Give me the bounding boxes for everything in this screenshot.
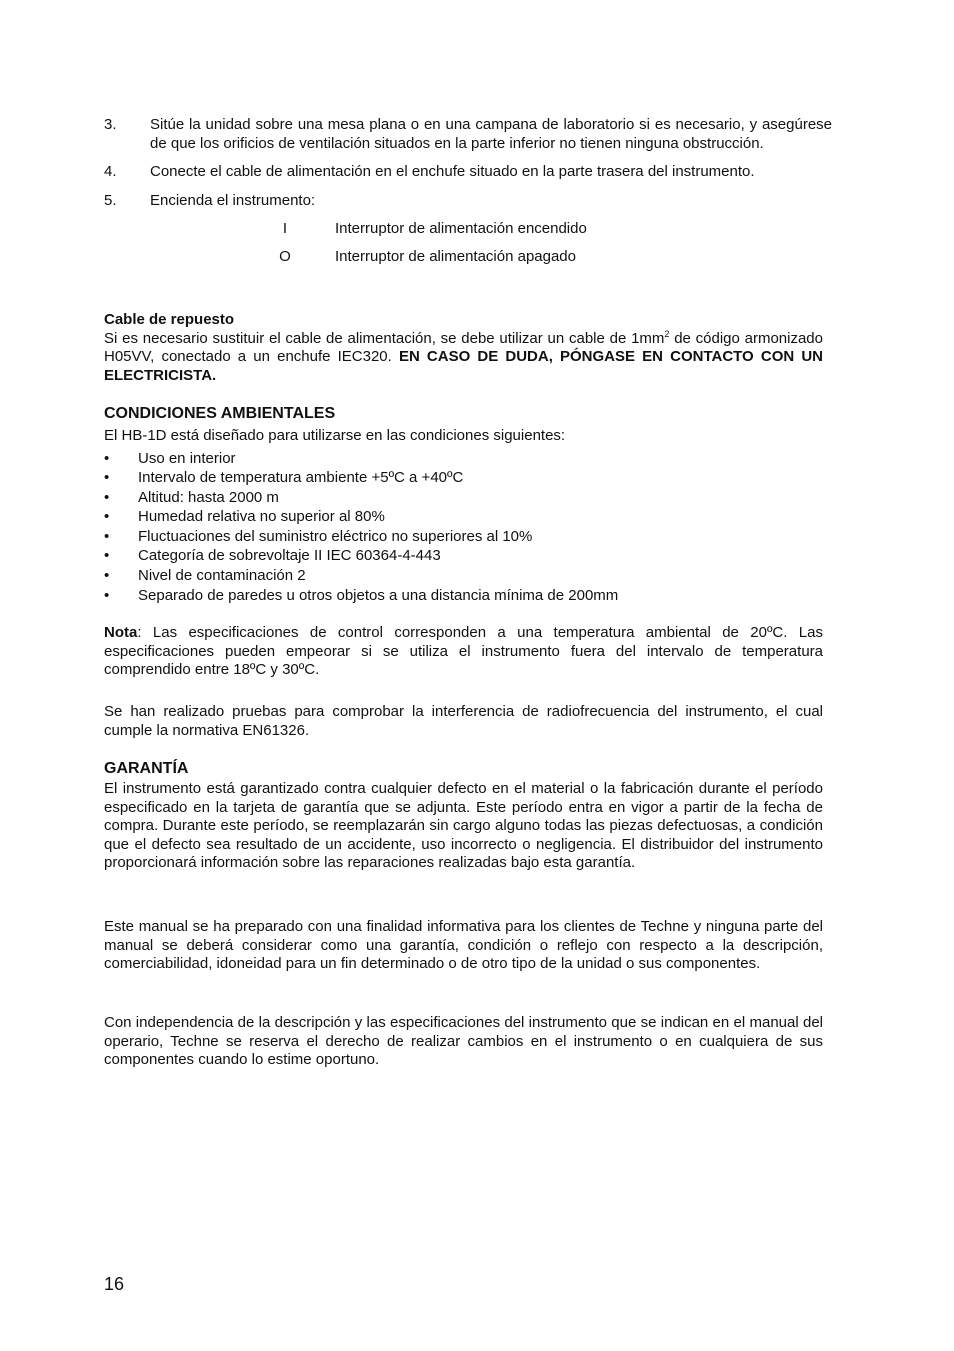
step-5 bbox=[104, 192, 832, 211]
environment-section bbox=[104, 404, 823, 605]
disclaimer-paragraph bbox=[104, 918, 823, 974]
changes-paragraph bbox=[104, 1014, 823, 1070]
list-item: • Fluctuaciones del suministro eléctrico no superiores al 10% bbox=[104, 527, 533, 545]
step-number: 3. bbox=[104, 116, 117, 133]
replacement-cable-section bbox=[104, 311, 823, 385]
bullet: • bbox=[104, 586, 110, 604]
cable-superscript: 2 bbox=[664, 328, 670, 339]
switch-off-row bbox=[104, 248, 832, 276]
bullet: • bbox=[104, 469, 110, 487]
switch-on-symbol: I bbox=[282, 220, 288, 237]
list-item: • Categoría de sobrevoltaje II IEC 60364-4-443 bbox=[104, 547, 441, 565]
cable-text bbox=[104, 330, 823, 386]
setup-steps bbox=[104, 116, 832, 276]
cable-text-before: Si es necesario sustituir el cable de alimentación, se debe utilizar un cable de 1mm bbox=[104, 329, 665, 347]
note-paragraph bbox=[104, 624, 823, 680]
rf-paragraph bbox=[104, 703, 823, 740]
note-label: Nota bbox=[104, 624, 138, 641]
environment-list bbox=[104, 449, 823, 606]
step-4 bbox=[104, 163, 832, 182]
switch-off-label: Interruptor de alimentación apagado bbox=[335, 248, 576, 265]
switch-on-label: Interruptor de alimentación encendido bbox=[335, 220, 587, 237]
bullet: • bbox=[104, 527, 110, 545]
warranty-paragraph-3: Con independencia de la descripción y las especificaciones del instrumento que se indican en el manual del operario, Techne se reserva el derecho de realizar cambios en el instrumento o en cualquiera de sus componentes cuando lo estime oportuno. bbox=[104, 1014, 823, 1068]
switch-on-row bbox=[104, 220, 832, 248]
environment-intro: El HB-1D está diseñado para utilizarse en las condiciones siguientes: bbox=[104, 427, 566, 444]
step-text: Conecte el cable de alimentación en el enchufe situado en la parte trasera del instrumento. bbox=[150, 163, 755, 180]
list-item: • Uso en interior bbox=[104, 449, 236, 467]
list-item: • Nivel de contaminación 2 bbox=[104, 567, 306, 585]
bullet: • bbox=[104, 449, 110, 467]
list-item: • Altitud: hasta 2000 m bbox=[104, 488, 279, 506]
rf-text: Se han realizado pruebas para comprobar la interferencia de radiofrecuencia del instrumento, el cual cumple la normativa EN61326. bbox=[104, 703, 823, 739]
bullet: • bbox=[104, 508, 110, 526]
bullet: • bbox=[104, 567, 110, 585]
step-text: Encienda el instrumento: bbox=[150, 191, 316, 209]
list-item: • Intervalo de temperatura ambiente +5ºC a +40ºC bbox=[104, 469, 464, 487]
step-number: 5. bbox=[104, 191, 117, 209]
warranty-heading: GARANTÍA bbox=[104, 760, 189, 777]
bullet: • bbox=[104, 488, 110, 506]
cable-text-after: de código armonizado H05VV, conectado a un enchufe IEC320. bbox=[104, 329, 823, 365]
cable-title: Cable de repuesto bbox=[104, 311, 235, 328]
step-text: Sitúe la unidad sobre una mesa plana o en una campana de laboratorio si es necesario, y asegúrese de que los orificios de ventilación situados en la parte inferior no tienen ninguna obstrucción. bbox=[150, 116, 832, 152]
note-text: : Las especificaciones de control corresponden a una temperatura ambiental de 20ºC. Las especificaciones pueden empeorar si se utiliza el instrumento fuera del intervalo de temperatura comprendido entre 18ºC y 30ºC. bbox=[104, 624, 823, 678]
page-number: 16 bbox=[104, 1274, 125, 1294]
step-3 bbox=[104, 116, 832, 153]
warranty-section bbox=[104, 759, 823, 873]
list-item: • Separado de paredes u otros objetos a una distancia mínima de 200mm bbox=[104, 586, 619, 604]
cable-warning: EN CASO DE DUDA, PÓNGASE EN CONTACTO CON UN ELECTRICISTA. bbox=[104, 348, 823, 384]
environment-heading: CONDICIONES AMBIENTALES bbox=[104, 405, 336, 422]
switch-off-symbol: O bbox=[279, 248, 291, 265]
list-item: • Humedad relativa no superior al 80% bbox=[104, 508, 385, 526]
step-number: 4. bbox=[104, 163, 117, 180]
warranty-paragraph-2: Este manual se ha preparado con una finalidad informativa para los clientes de Techne y ninguna parte del manual se deberá considerar como una garantía, condición o reflejo con respecto a la descripción, comerciabilidad, idoneidad para un fin determinado o de otro tipo de la unidad o sus componentes. bbox=[104, 918, 823, 972]
warranty-paragraph-1: El instrumento está garantizado contra cualquier defecto en el material o la fabricación durante el período especificado en la tarjeta de garantía que se adjunta. Este período entra en vigor a partir de la fecha de compra. Durante este período, se reemplazarán sin cargo alguno todas las piezas defectuosas, a condición que el defecto sea resultado de un accidente, uso incorrecto o negligencia. El distribuidor del instrumento proporcionará información sobre las reparaciones realizadas bajo esta garantía. bbox=[104, 780, 823, 871]
bullet: • bbox=[104, 547, 110, 565]
